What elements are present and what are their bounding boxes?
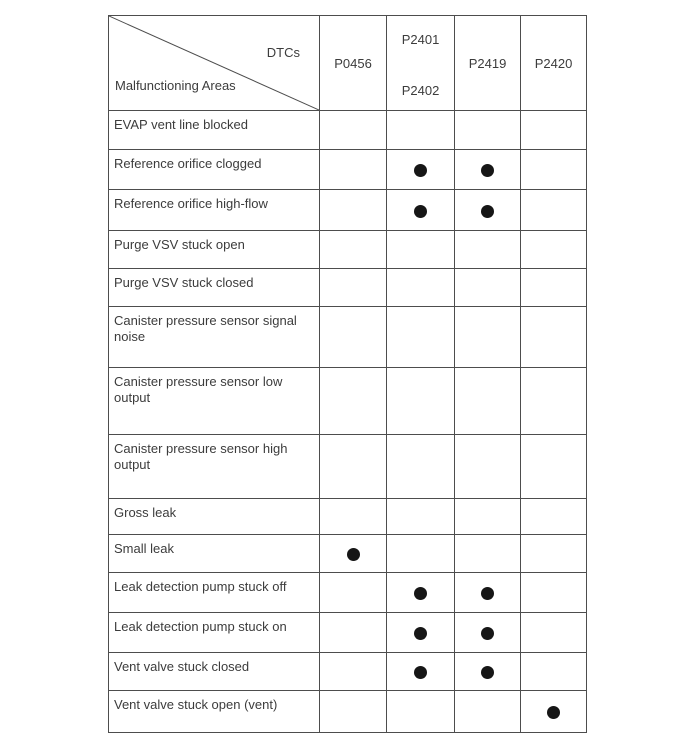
- dtc-mark-cell: [320, 535, 387, 573]
- empty-cell: [455, 691, 521, 733]
- malfunctioning-areas-header-label: Malfunctioning Areas: [115, 78, 236, 93]
- filled-circle-icon: [481, 627, 494, 640]
- malfunctioning-area-label: Canister pressure sensor high output: [109, 435, 320, 499]
- empty-cell: [455, 231, 521, 269]
- dtc-code-label: P2419: [468, 55, 507, 71]
- filled-circle-icon: [414, 587, 427, 600]
- empty-cell: [320, 269, 387, 307]
- empty-cell: [521, 368, 587, 435]
- filled-circle-icon: [414, 666, 427, 679]
- empty-cell: [521, 150, 587, 190]
- filled-circle-icon: [481, 587, 494, 600]
- table-row: [109, 435, 587, 499]
- empty-cell: [320, 435, 387, 499]
- empty-cell: [521, 435, 587, 499]
- dtc-code-label: P2401: [401, 32, 440, 47]
- table-row: [109, 307, 587, 368]
- empty-cell: [320, 190, 387, 231]
- malfunctioning-area-label: EVAP vent line blocked: [109, 111, 320, 150]
- table-row: [109, 368, 587, 435]
- empty-cell: [521, 499, 587, 535]
- dtc-mark-cell: [387, 613, 455, 653]
- diagonal-divider-line: [109, 16, 319, 110]
- empty-cell: [521, 573, 587, 613]
- filled-circle-icon: [481, 205, 494, 218]
- empty-cell: [455, 499, 521, 535]
- empty-cell: [320, 653, 387, 691]
- table-row: [109, 653, 587, 691]
- dtc-column-header: [455, 16, 521, 111]
- dtc-column-header: [521, 16, 587, 111]
- filled-circle-icon: [481, 666, 494, 679]
- empty-cell: [455, 435, 521, 499]
- dtc-mark-cell: [387, 653, 455, 691]
- empty-cell: [521, 307, 587, 368]
- filled-circle-icon: [414, 205, 427, 218]
- filled-circle-icon: [481, 164, 494, 177]
- table-row: [109, 269, 587, 307]
- table-row: [109, 499, 587, 535]
- dtc-mark-cell: [387, 573, 455, 613]
- malfunctioning-area-label: Reference orifice clogged: [109, 150, 320, 190]
- empty-cell: [387, 307, 455, 368]
- table-row: [109, 111, 587, 150]
- table-row: [109, 231, 587, 269]
- empty-cell: [521, 535, 587, 573]
- empty-cell: [387, 269, 455, 307]
- dtc-mark-cell: [455, 190, 521, 231]
- empty-cell: [455, 368, 521, 435]
- empty-cell: [455, 269, 521, 307]
- dtc-mark-cell: [455, 613, 521, 653]
- malfunctioning-area-label: Reference orifice high-flow: [109, 190, 320, 231]
- dtc-code-label: P0456: [334, 55, 372, 71]
- table-row: [109, 691, 587, 733]
- dtc-code-label: P2420: [534, 55, 573, 71]
- empty-cell: [320, 150, 387, 190]
- corner-cell: [109, 16, 320, 111]
- dtc-mark-cell: [455, 573, 521, 613]
- dtc-mark-cell: [387, 190, 455, 231]
- dtc-mark-cell: [455, 150, 521, 190]
- table-row: [109, 190, 587, 231]
- dtc-mark-cell: [455, 653, 521, 691]
- empty-cell: [320, 573, 387, 613]
- dtc-column-header: [320, 16, 387, 111]
- malfunctioning-area-label: Purge VSV stuck closed: [109, 269, 320, 307]
- empty-cell: [521, 653, 587, 691]
- empty-cell: [387, 231, 455, 269]
- empty-cell: [387, 435, 455, 499]
- malfunctioning-area-label: Small leak: [109, 535, 320, 573]
- empty-cell: [387, 499, 455, 535]
- malfunctioning-area-label: Leak detection pump stuck off: [109, 573, 320, 613]
- empty-cell: [455, 307, 521, 368]
- filled-circle-icon: [347, 548, 360, 561]
- empty-cell: [320, 613, 387, 653]
- empty-cell: [521, 613, 587, 653]
- table-row: [109, 613, 587, 653]
- empty-cell: [387, 111, 455, 150]
- malfunctioning-area-label: Gross leak: [109, 499, 320, 535]
- empty-cell: [320, 691, 387, 733]
- empty-cell: [387, 535, 455, 573]
- dtc-code-label: P2402: [401, 83, 440, 98]
- empty-cell: [521, 190, 587, 231]
- filled-circle-icon: [547, 706, 560, 719]
- empty-cell: [320, 368, 387, 435]
- empty-cell: [387, 368, 455, 435]
- empty-cell: [320, 499, 387, 535]
- filled-circle-icon: [414, 627, 427, 640]
- table-body: [109, 111, 587, 733]
- empty-cell: [521, 269, 587, 307]
- empty-cell: [387, 691, 455, 733]
- empty-cell: [320, 111, 387, 150]
- empty-cell: [320, 231, 387, 269]
- filled-circle-icon: [414, 164, 427, 177]
- dtc-mark-cell: [387, 150, 455, 190]
- empty-cell: [455, 535, 521, 573]
- table-row: [109, 150, 587, 190]
- malfunctioning-area-label: Vent valve stuck closed: [109, 653, 320, 691]
- malfunctioning-area-label: Canister pressure sensor signal noise: [109, 307, 320, 368]
- table-row: [109, 573, 587, 613]
- dtcs-header-label: DTCs: [266, 45, 300, 60]
- empty-cell: [455, 111, 521, 150]
- dtc-mark-cell: [521, 691, 587, 733]
- malfunctioning-area-label: Purge VSV stuck open: [109, 231, 320, 269]
- table-row: [109, 535, 587, 573]
- empty-cell: [320, 307, 387, 368]
- malfunctioning-area-label: Leak detection pump stuck on: [109, 613, 320, 653]
- empty-cell: [521, 231, 587, 269]
- dtc-applicability-table: [108, 15, 587, 733]
- empty-cell: [521, 111, 587, 150]
- dtc-column-header: [387, 16, 455, 111]
- header-row: [109, 16, 587, 111]
- malfunctioning-area-label: Canister pressure sensor low output: [109, 368, 320, 435]
- malfunctioning-area-label: Vent valve stuck open (vent): [109, 691, 320, 733]
